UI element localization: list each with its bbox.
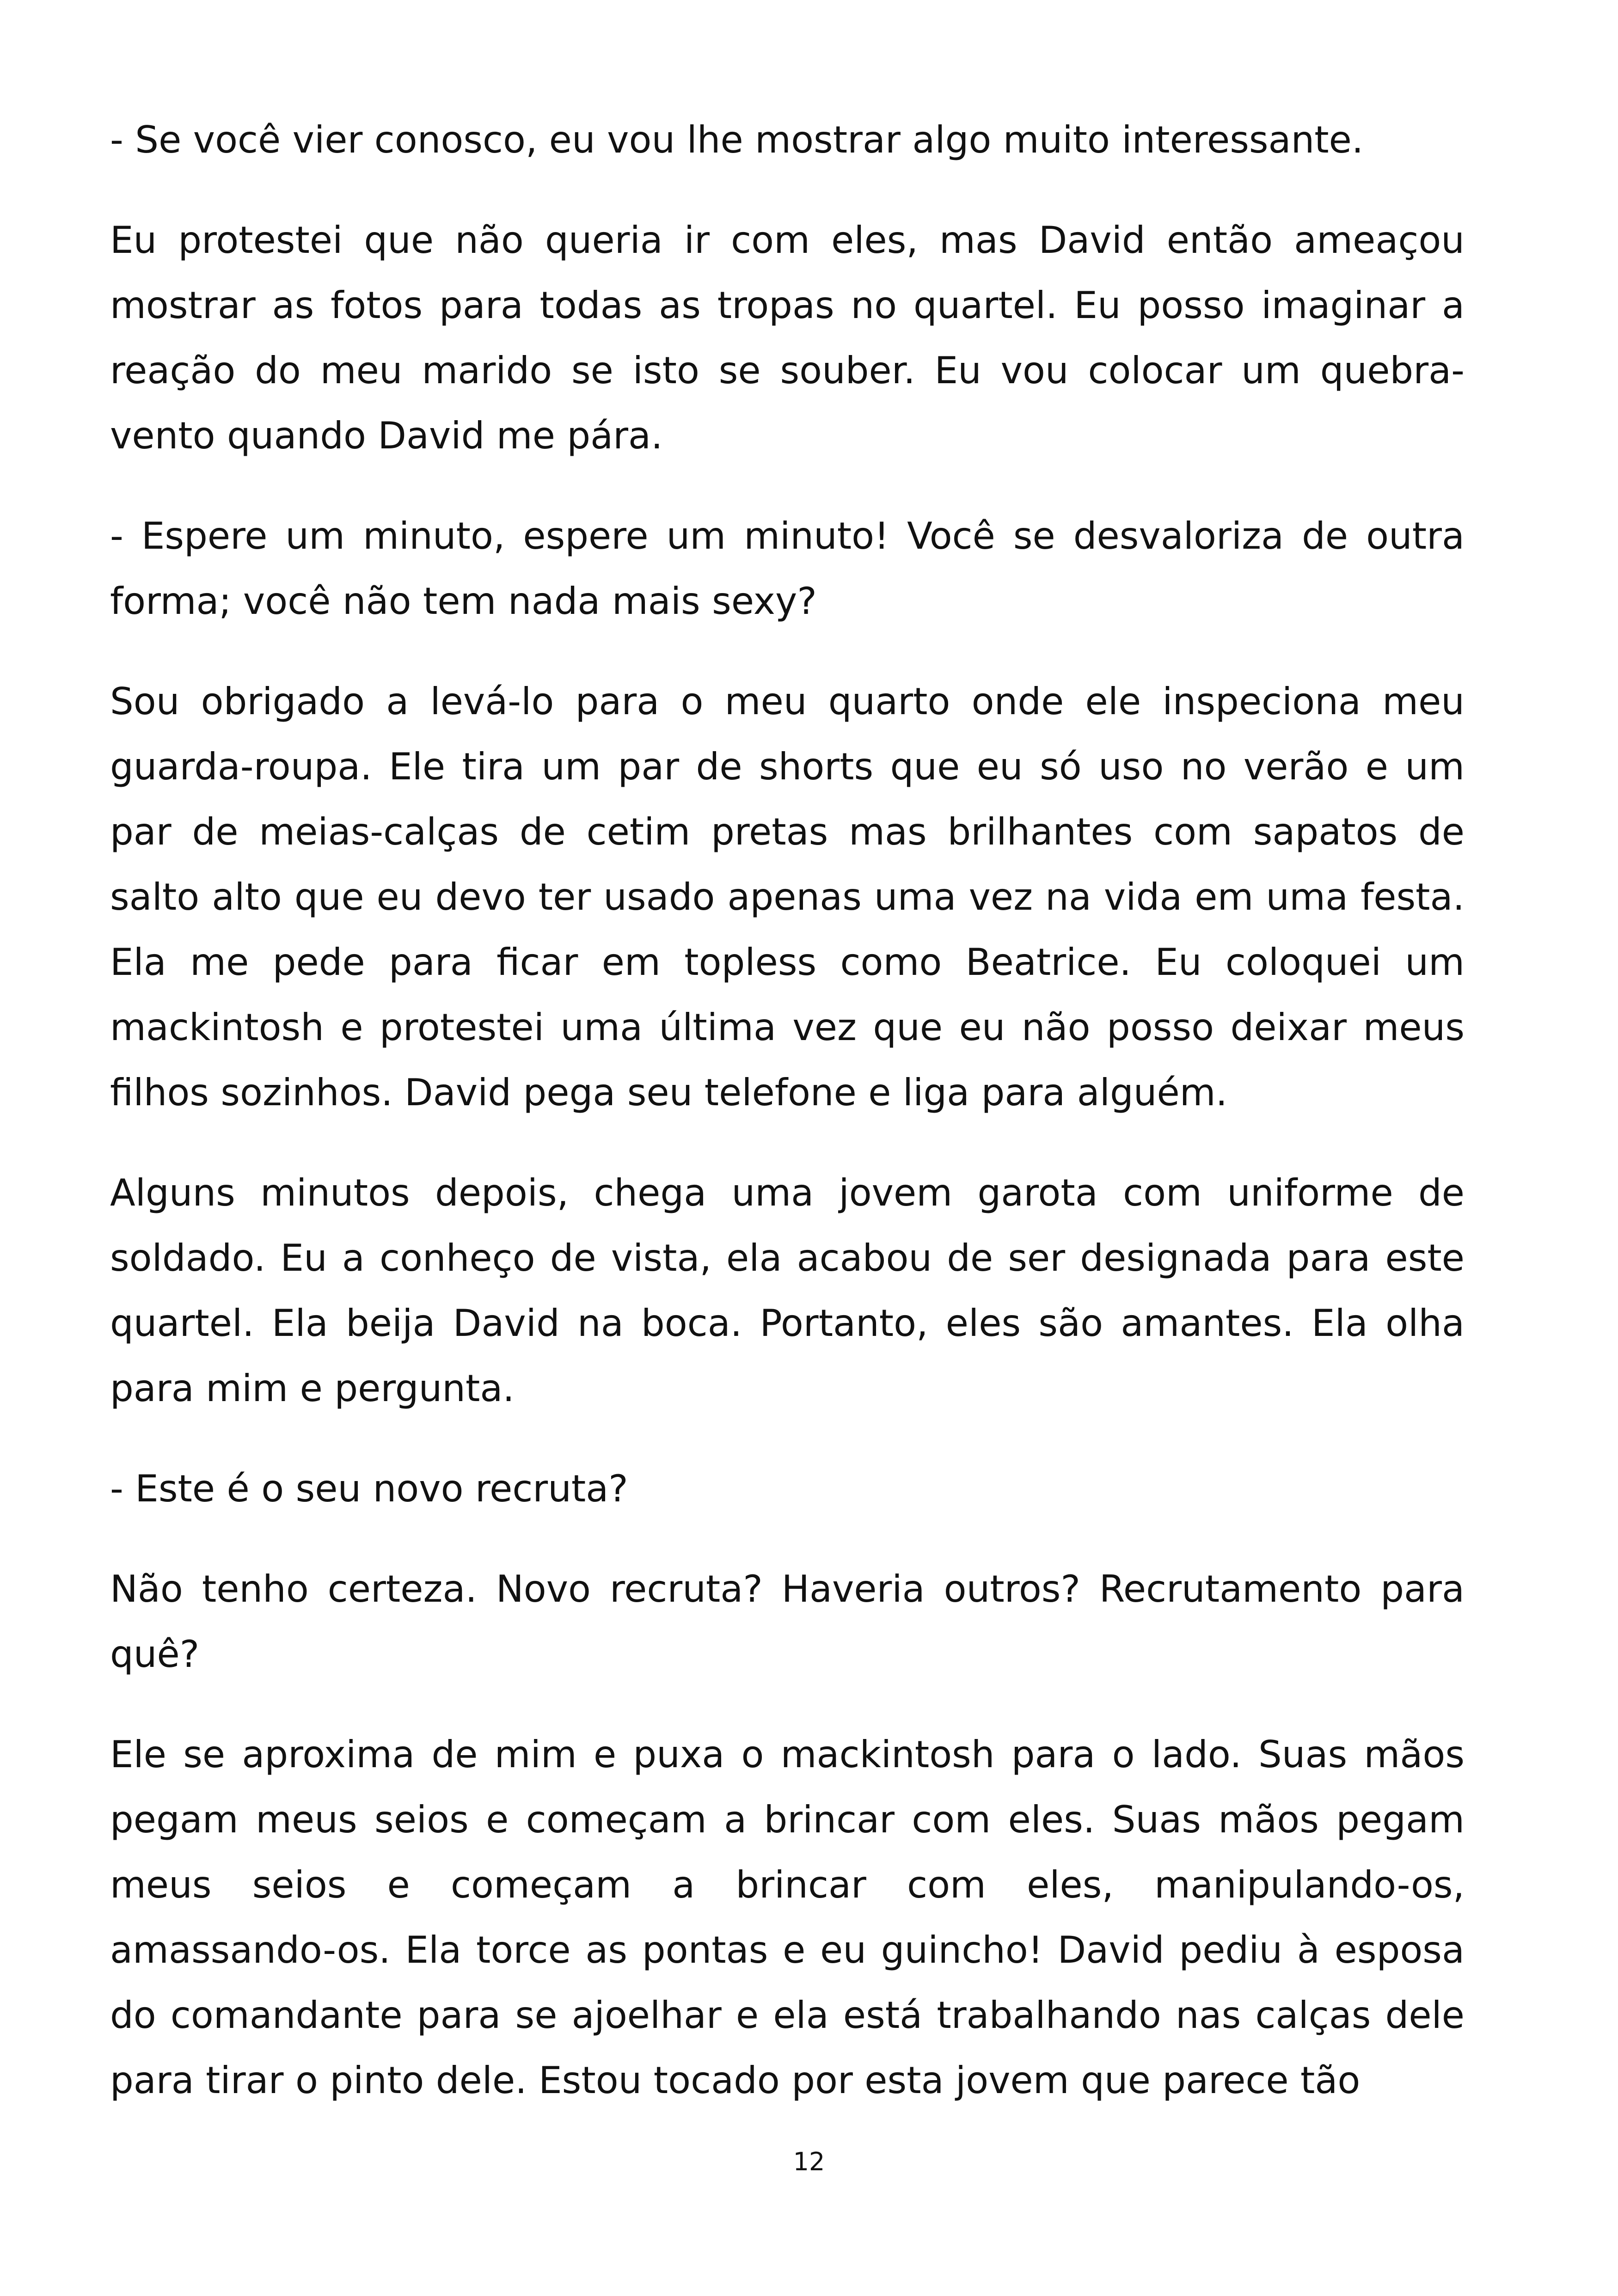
paragraph-7: Não tenho certeza. Novo recruta? Haveria outros? Recrutamento para quê? (110, 1567, 1465, 1676)
paragraph-3: - Espere um minuto, espere um minuto! Você se desvaloriza de outra forma; você não tem nada mais sexy? (110, 514, 1465, 623)
paragraph-8: Ele se aproxima de mim e puxa o mackintosh para o lado. Suas mãos pegam meus seios e começam a brincar com eles. Suas mãos pegam meus seios e começam a brincar com eles, manipulando-os, amassando-os. Ela torce as pontas e eu guincho! David pediu à esposa do comandante para se ajoelhar e ela está trabalhando nas calças dele para tirar o pinto dele. Estou tocado por esta jovem que parece tão (110, 1733, 1465, 2102)
paragraph-1: - Se você vier conosco, eu vou lhe mostrar algo muito interessante. (110, 118, 1364, 161)
paragraph-5: Alguns minutos depois, chega uma jovem garota com uniforme de soldado. Eu a conheço de vista, ela acabou de ser designada para este quartel. Ela beija David na boca. Portanto, eles são amantes. Ela olha para mim e pergunta. (110, 1171, 1465, 1410)
paragraph-2: Eu protestei que não queria ir com eles, mas David então ameaçou mostrar as fotos para todas as tropas no quartel. Eu posso imaginar a reação do meu marido se isto se souber. Eu vou colocar um quebra-vento quando David me pára. (110, 219, 1465, 457)
paragraph-4: Sou obrigado a levá-lo para o meu quarto onde ele inspeciona meu guarda-roupa. Ele tira um par de shorts que eu só uso no verão e um par de meias-calças de cetim pretas mas brilhantes com sapatos de salto alto que eu devo ter usado apenas uma vez na vida em uma festa. Ela me pede para ficar em topless como Beatrice. Eu coloquei um mackintosh e protestei uma última vez que eu não posso deixar meus filhos sozinhos. David pega seu telefone e liga para alguém. (110, 680, 1465, 1114)
body-text (110, 107, 1465, 2148)
paragraph-6: - Este é o seu novo recruta? (110, 1467, 628, 1510)
page-number: 12 (793, 2147, 825, 2176)
